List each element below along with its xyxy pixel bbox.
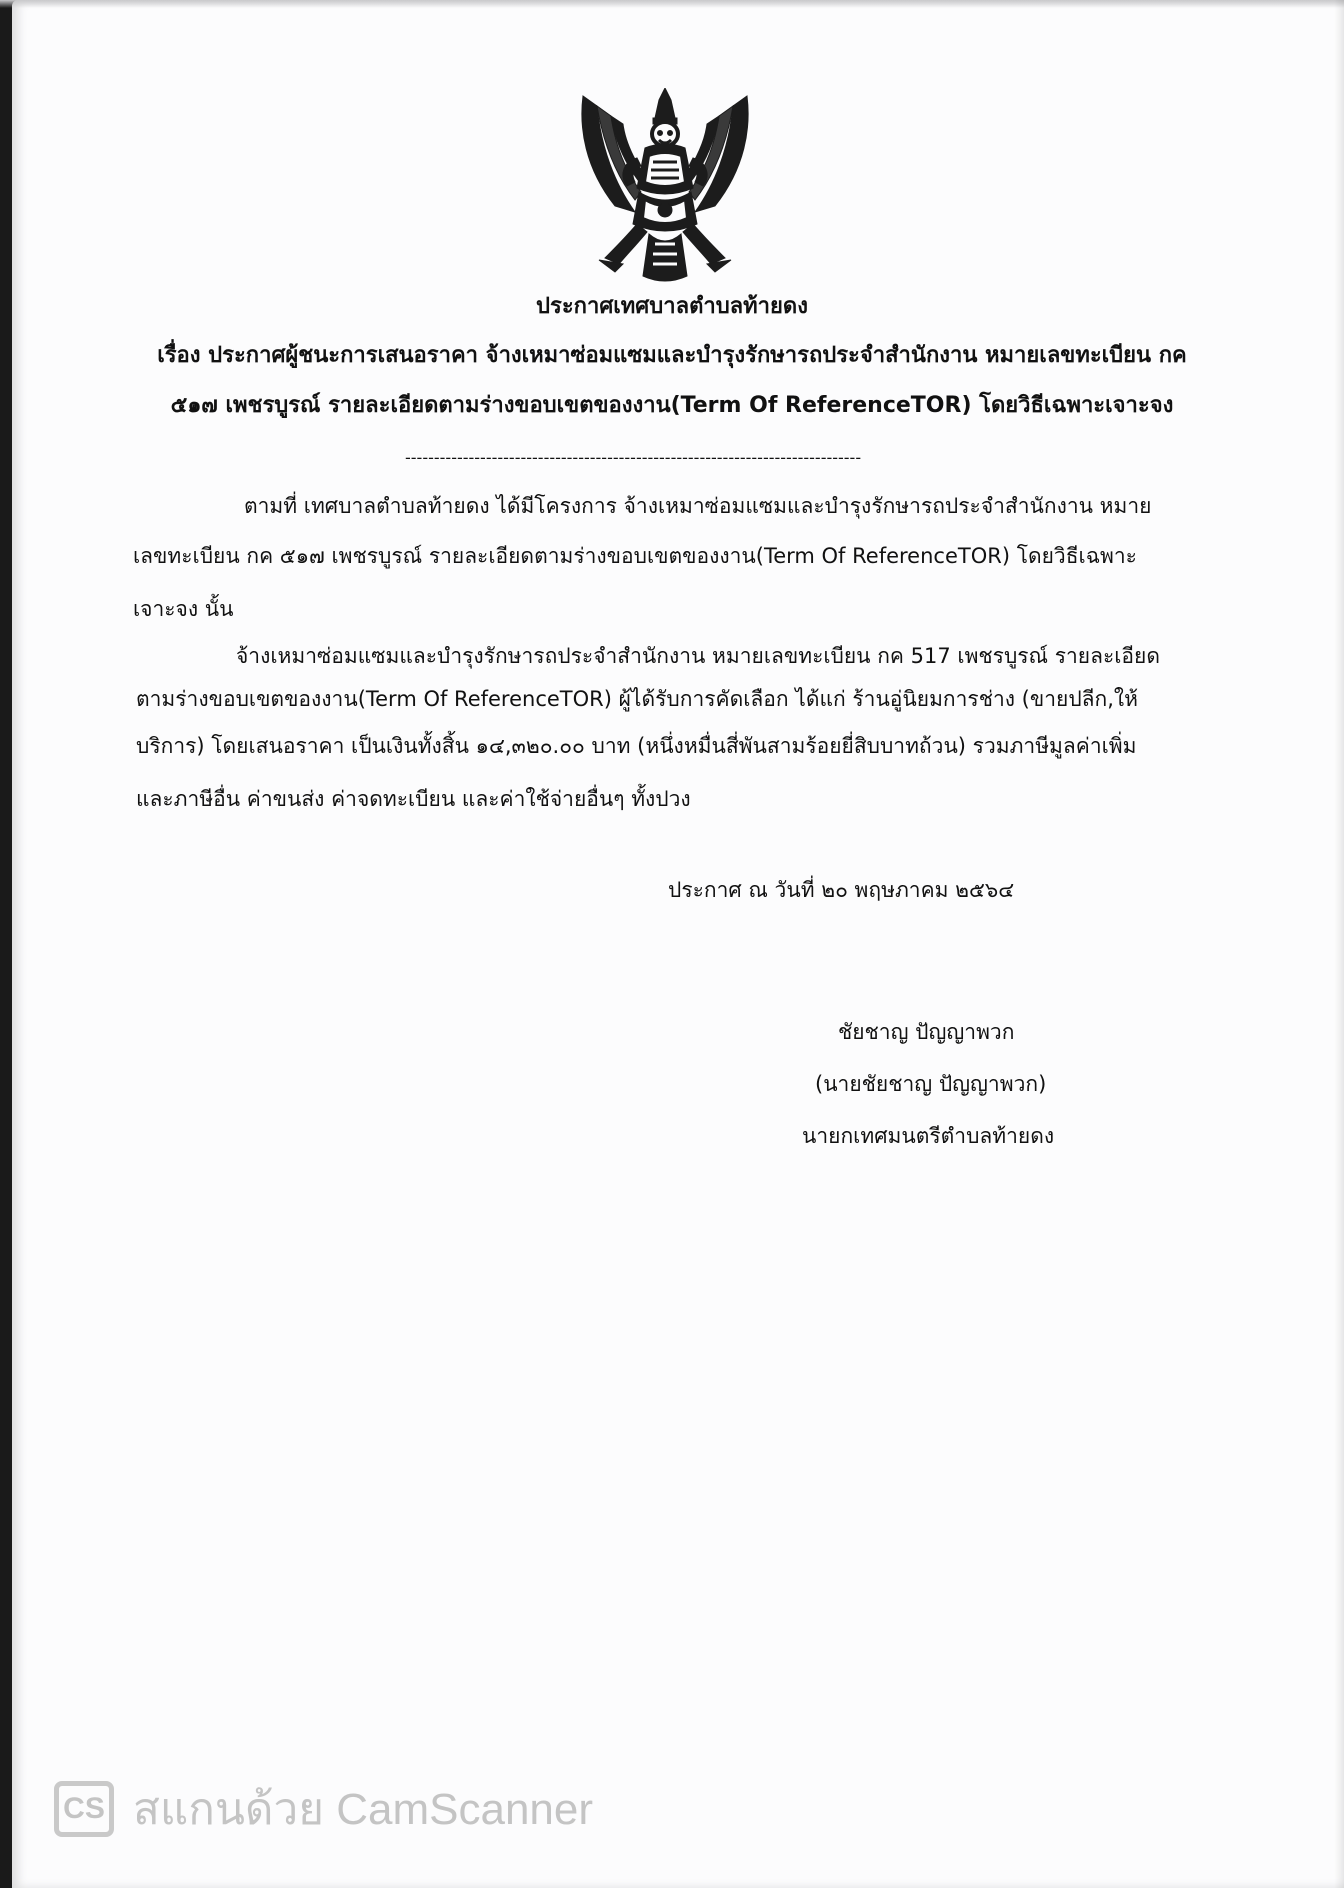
paragraph-1-line-2: เลขทะเบียน กค ๕๑๗ เพชรบูรณ์ รายละเอียดตามร่างขอบเขตของงาน(Term Of ReferenceTOR) โดยวิธีเฉพาะ (133, 544, 1137, 568)
paragraph-2-line-4: และภาษีอื่น ค่าขนส่ง ค่าจดทะเบียน และค่าใช้จ่ายอื่นๆ ทั้งปวง (136, 787, 691, 811)
page-right-shadow (1334, 0, 1344, 1888)
announcement-date: ประกาศ ณ วันที่ ๒๐ พฤษภาคม ๒๕๖๔ (668, 878, 1015, 902)
paragraph-2-line-1: จ้างเหมาซ่อมแซมและบำรุงรักษารถประจำสำนักงาน หมายเลขทะเบียน กค 517 เพชรบูรณ์ รายละเอียด (236, 644, 1160, 668)
camscanner-logo-icon: CS (54, 1781, 114, 1837)
separator-line: ------------------------------------------------------------------------------- (405, 448, 862, 467)
paragraph-1-line-1: ตามที่ เทศบาลตำบลท้ายดง ได้มีโครงการ จ้างเหมาซ่อมแซมและบำรุงรักษารถประจำสำนักงาน หมาย (244, 494, 1152, 518)
paragraph-1-line-3: เจาะจง นั้น (133, 597, 234, 621)
paragraph-2-line-3: บริการ) โดยเสนอราคา เป็นเงินทั้งสิ้น ๑๔,๓๒๐.๐๐ บาท (หนึ่งหมื่นสี่พันสามร้อยยี่สิบบาทถ้วน) รวมภาษีมูลค่าเพิ่ม (136, 734, 1137, 758)
page-top-edge (0, 0, 1344, 8)
signature-position: นายกเทศมนตรีตำบลท้ายดง (802, 1124, 1055, 1148)
camscanner-watermark: สแกนด้วย CamScanner (133, 1785, 594, 1834)
signature-name: ชัยชาญ ปัญญาพวก (838, 1020, 1015, 1044)
signature-full-name: (นายชัยชาญ ปัญญาพวก) (815, 1072, 1047, 1096)
garuda-emblem-icon (575, 88, 755, 286)
announcement-title: ประกาศเทศบาลตำบลท้ายดง (536, 294, 808, 319)
paragraph-2-line-2: ตามร่างขอบเขตของงาน(Term Of ReferenceTOR) ผู้ได้รับการคัดเลือก ได้แก่ ร้านอู่นิยมการช่าง (ขายปลีก,ให้ (136, 687, 1139, 711)
subject-line-2: ๕๑๗ เพชรบูรณ์ รายละเอียดตามร่างขอบเขตของงาน(Term Of ReferenceTOR) โดยวิธีเฉพาะเจาะจง (170, 393, 1174, 418)
subject-line-1: เรื่อง ประกาศผู้ชนะการเสนอราคา จ้างเหมาซ่อมแซมและบำรุงรักษารถประจำสำนักงาน หมายเลขทะเบียน กค (157, 343, 1187, 368)
